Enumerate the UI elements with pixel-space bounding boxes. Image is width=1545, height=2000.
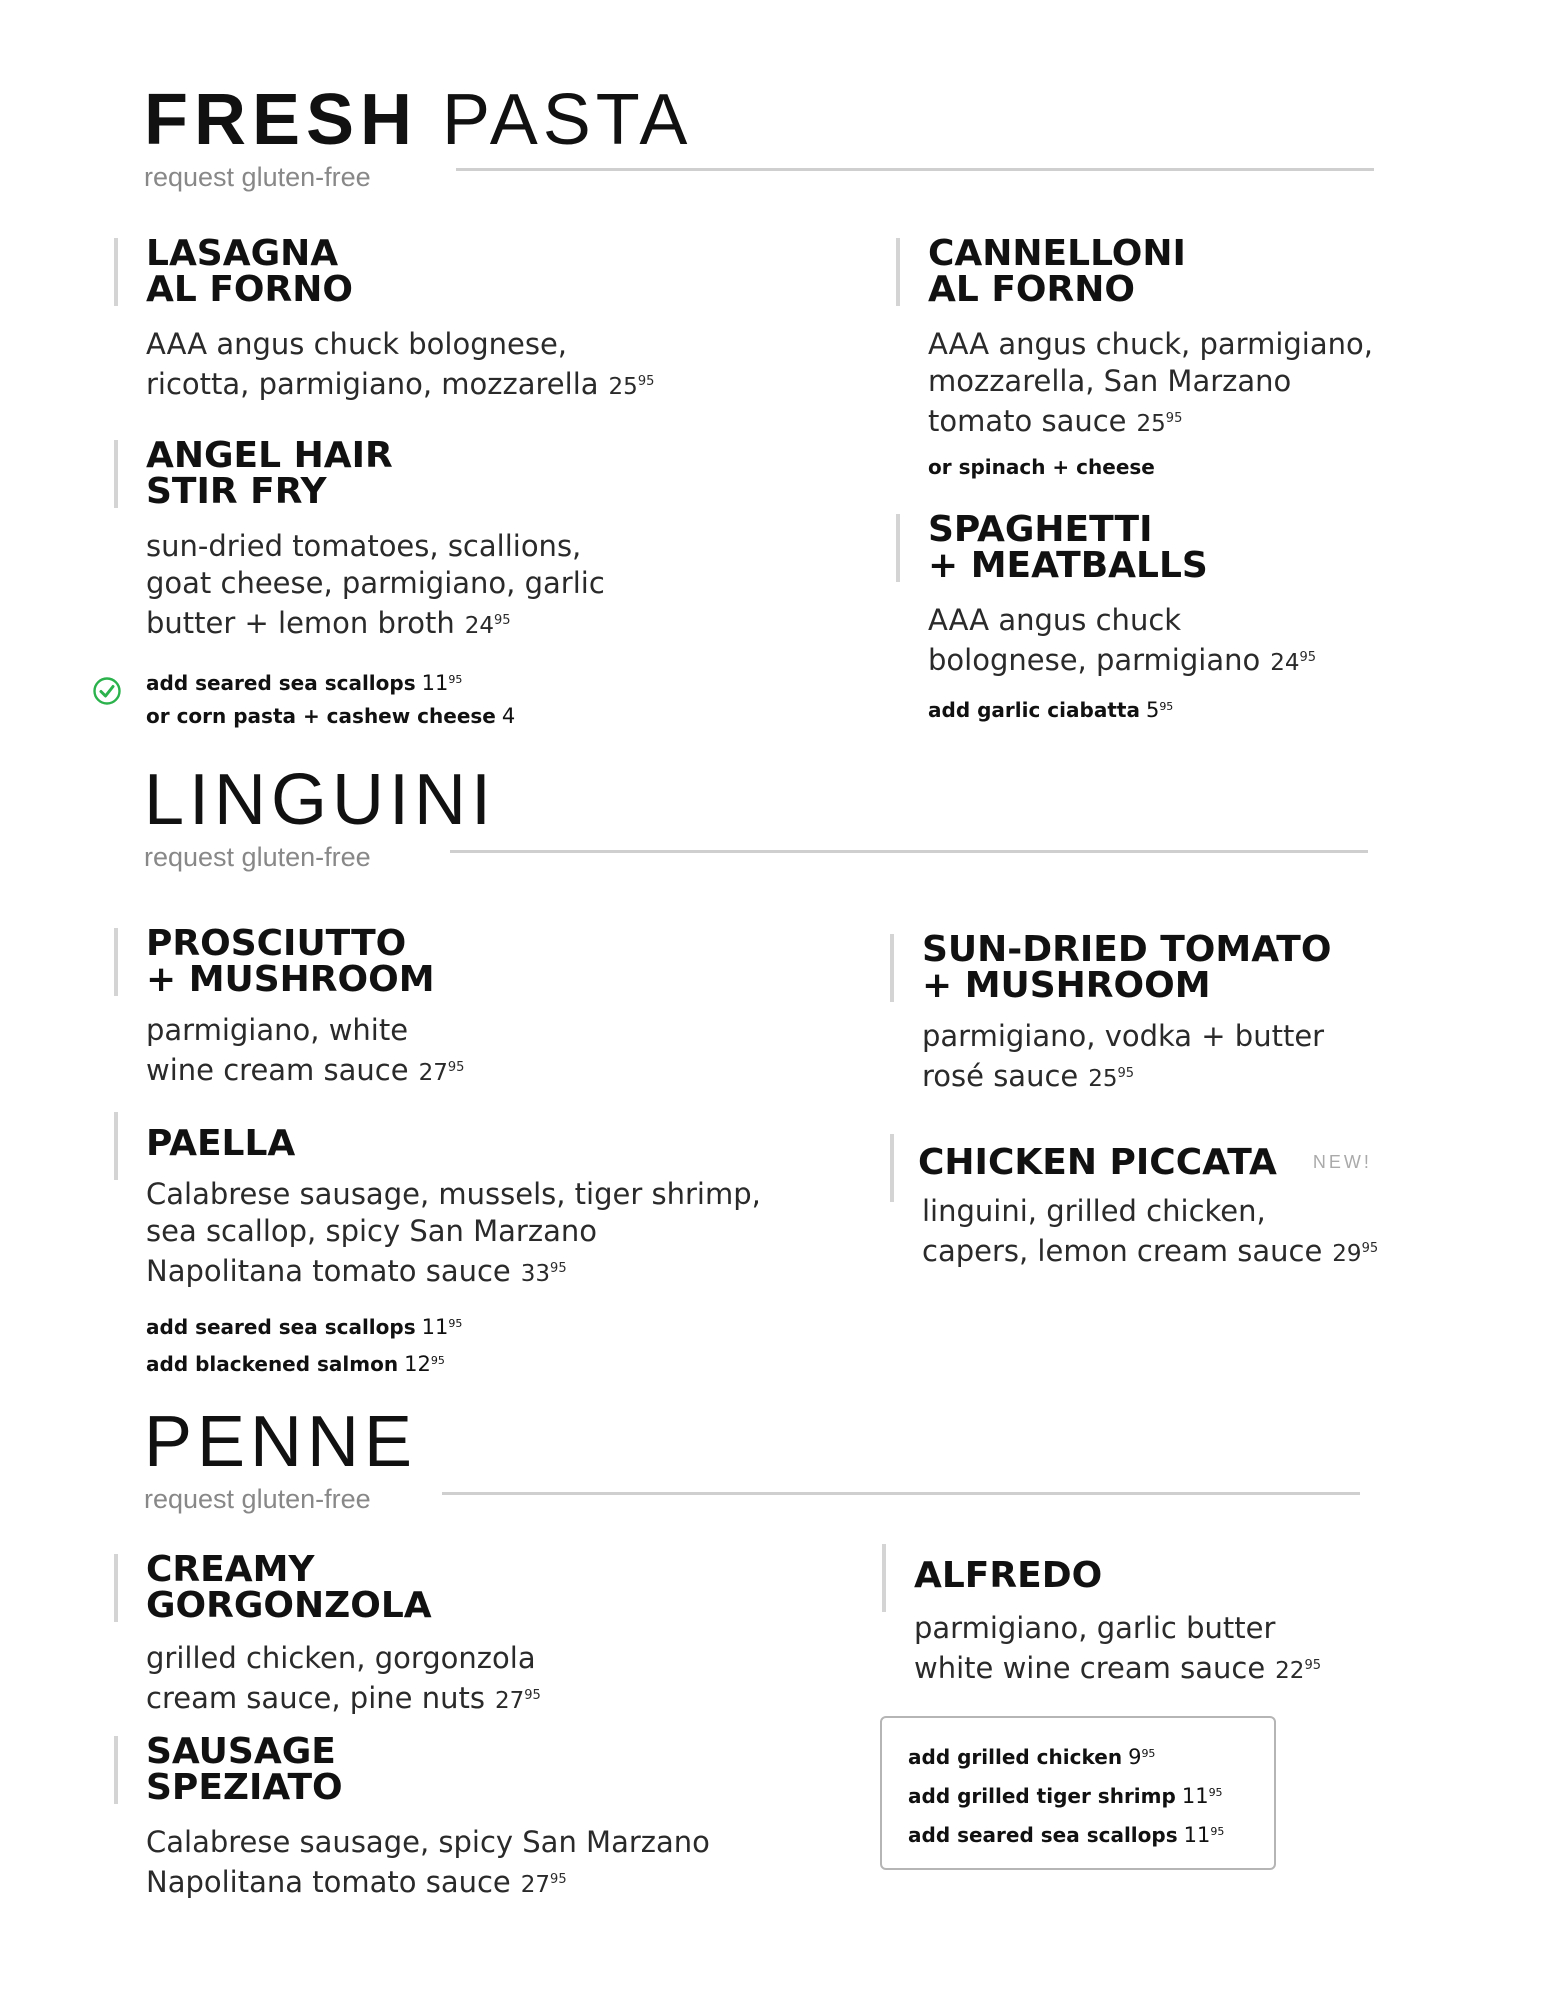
item-name-line: SAUSAGE xyxy=(146,1731,336,1772)
item-description xyxy=(928,602,1316,682)
item-name-line: ALFREDO xyxy=(914,1555,1103,1596)
item-desc-line: ricotta, parmigiano, mozzarella xyxy=(146,367,599,401)
extra-option: add seared sea scallops $11^{95}$ xyxy=(146,671,463,695)
item-description xyxy=(146,1824,710,1904)
item-name-line: GORGONZOLA xyxy=(146,1585,432,1626)
item-name xyxy=(918,1144,1378,1181)
menu-item-chicken-piccata xyxy=(918,1144,1378,1273)
item-accent-bar xyxy=(882,1544,886,1612)
menu-item-lasagna xyxy=(146,233,655,406)
item-desc-line: sun-dried tomatoes, scallions, xyxy=(146,529,582,563)
menu-item-cannelloni xyxy=(928,233,1373,484)
item-name-line: AL FORNO xyxy=(146,269,353,310)
item-description xyxy=(922,1018,1331,1098)
item-desc-line: Napolitana tomato sauce xyxy=(146,1865,511,1899)
item-price: $33^{95}$ xyxy=(520,1261,567,1287)
item-name xyxy=(146,1549,541,1626)
item-extras xyxy=(146,663,605,733)
new-badge: NEW! xyxy=(1312,1152,1372,1172)
section-title xyxy=(144,80,693,160)
item-name-line: + MEATBALLS xyxy=(928,545,1208,586)
check-circle-icon xyxy=(92,676,122,706)
item-desc-line: Calabrese sausage, mussels, tiger shrimp, xyxy=(146,1177,761,1211)
addon-option: add seared sea scallops $11^{95}$ xyxy=(908,1823,1225,1847)
item-desc-line: parmigiano, white xyxy=(146,1013,409,1047)
item-price: $24^{95}$ xyxy=(464,613,511,639)
item-desc-line: grilled chicken, gorgonzola xyxy=(146,1641,536,1675)
item-description xyxy=(146,1012,464,1092)
item-accent-bar xyxy=(114,238,118,306)
section-penne-header xyxy=(144,1402,418,1515)
item-price: $29^{95}$ xyxy=(1332,1241,1379,1267)
menu-item-angel-hair xyxy=(146,435,605,733)
section-subtitle: request gluten-free xyxy=(144,842,371,872)
item-name xyxy=(146,435,605,512)
item-desc-line: AAA angus chuck, parmigiano, xyxy=(928,327,1373,361)
menu-item-sun-dried-tomato xyxy=(922,929,1332,1098)
item-desc-line: parmigiano, garlic butter xyxy=(914,1611,1276,1645)
item-desc-line: capers, lemon cream sauce xyxy=(922,1234,1323,1268)
item-desc-line: rosé sauce xyxy=(922,1059,1079,1093)
menu-item-alfredo xyxy=(914,1555,1321,1690)
item-desc-line: mozzarella, San Marzano xyxy=(928,364,1292,398)
item-price: $25^{95}$ xyxy=(1088,1066,1135,1092)
section-title-light: PASTA xyxy=(442,80,693,160)
item-accent-bar xyxy=(114,440,118,508)
item-accent-bar xyxy=(896,238,900,306)
item-name-line: STIR FRY xyxy=(146,471,327,512)
item-description xyxy=(928,326,1373,443)
item-extras xyxy=(928,690,1316,727)
item-desc-line: white wine cream sauce xyxy=(914,1651,1266,1685)
item-price: $25^{95}$ xyxy=(1136,411,1183,437)
item-desc-line: linguini, grilled chicken, xyxy=(922,1194,1266,1228)
item-description xyxy=(914,1610,1321,1690)
item-desc-line: Napolitana tomato sauce xyxy=(146,1254,511,1288)
item-name-line: ANGEL HAIR xyxy=(146,435,393,476)
extra-option: add blackened salmon $12^{95}$ xyxy=(146,1352,445,1376)
item-accent-bar xyxy=(114,928,118,996)
item-name-line: + MUSHROOM xyxy=(146,959,435,1000)
section-subtitle: request gluten-free xyxy=(144,1484,371,1514)
item-description xyxy=(146,1640,541,1720)
item-name xyxy=(928,233,1373,310)
item-name xyxy=(146,1731,710,1808)
item-name-line: PAELLA xyxy=(146,1123,296,1164)
item-name xyxy=(914,1555,1321,1596)
item-extras xyxy=(928,451,1373,484)
extra-option: add garlic ciabatta $5^{95}$ xyxy=(928,698,1174,722)
item-price: $22^{95}$ xyxy=(1275,1658,1321,1684)
item-desc-line: cream sauce, pine nuts xyxy=(146,1681,485,1715)
extra-option: or spinach + cheese xyxy=(928,455,1155,479)
item-price: $27^{95}$ xyxy=(418,1060,465,1086)
item-name xyxy=(146,233,654,310)
menu-item-spaghetti xyxy=(928,509,1317,727)
addons-box xyxy=(880,1716,1276,1870)
item-description xyxy=(922,1193,1378,1273)
item-accent-bar xyxy=(114,1554,118,1622)
item-name xyxy=(922,929,1332,1006)
item-accent-bar xyxy=(890,934,894,1002)
item-description xyxy=(146,326,654,406)
menu-item-prosciutto xyxy=(146,923,465,1092)
menu-item-paella xyxy=(146,1123,761,1381)
item-desc-line: Calabrese sausage, spicy San Marzano xyxy=(146,1825,710,1859)
item-desc-line: AAA angus chuck bolognese, xyxy=(146,327,568,361)
section-title-bold: FRESH xyxy=(144,80,419,160)
item-accent-bar xyxy=(114,1736,118,1804)
menu-item-creamy-gorgonzola xyxy=(146,1549,541,1720)
item-desc-line: sea scallop, spicy San Marzano xyxy=(146,1214,597,1248)
item-desc-line: bolognese, parmigiano xyxy=(928,643,1261,677)
addon-option: add grilled chicken $9^{95}$ xyxy=(908,1745,1156,1769)
item-desc-line: wine cream sauce xyxy=(146,1053,409,1087)
item-name-line: + MUSHROOM xyxy=(922,965,1211,1006)
extra-option: add seared sea scallops $11^{95}$ xyxy=(146,1315,463,1339)
item-accent-bar xyxy=(114,1112,118,1180)
section-title-light: LINGUINI xyxy=(144,760,497,840)
section-divider xyxy=(442,1492,1360,1495)
item-description xyxy=(146,528,605,645)
item-name xyxy=(146,1123,761,1164)
item-price: $27^{95}$ xyxy=(520,1872,567,1898)
section-linguini-header xyxy=(144,760,497,873)
item-name-line: CREAMY xyxy=(146,1549,315,1590)
section-fresh-pasta-header xyxy=(144,80,693,193)
item-name xyxy=(146,923,464,1000)
item-desc-line: goat cheese, parmigiano, garlic xyxy=(146,566,605,600)
item-name-line: CHICKEN PICCATA xyxy=(918,1142,1277,1183)
item-name-line: SUN-DRIED TOMATO xyxy=(922,929,1332,970)
item-price: $27^{95}$ xyxy=(494,1688,541,1714)
item-price: $24^{95}$ xyxy=(1270,650,1317,676)
item-desc-line: AAA angus chuck xyxy=(928,603,1182,637)
addon-option: add grilled tiger shrimp $11^{95}$ xyxy=(908,1784,1223,1808)
item-accent-bar xyxy=(890,1134,894,1202)
item-name xyxy=(928,509,1316,586)
item-name-line: SPEZIATO xyxy=(146,1767,343,1808)
item-desc-line: tomato sauce xyxy=(928,404,1127,438)
item-desc-line: parmigiano, vodka + butter xyxy=(922,1019,1325,1053)
section-title-light: PENNE xyxy=(144,1402,418,1482)
item-description xyxy=(146,1176,761,1293)
item-name-line: AL FORNO xyxy=(928,269,1135,310)
item-name-line: SPAGHETTI xyxy=(928,509,1153,550)
section-divider xyxy=(456,168,1374,171)
section-divider xyxy=(450,850,1368,853)
section-title xyxy=(144,1402,418,1482)
menu-item-sausage-speziato xyxy=(146,1731,710,1904)
section-title xyxy=(144,760,497,840)
item-name-line: LASAGNA xyxy=(146,233,339,274)
item-price: $25^{95}$ xyxy=(608,374,655,400)
item-extras xyxy=(146,1307,761,1381)
extra-option: or corn pasta + cashew cheese 4 xyxy=(146,704,516,728)
item-accent-bar xyxy=(896,514,900,582)
item-name-line: CANNELLONI xyxy=(928,233,1186,274)
item-name-line: PROSCIUTTO xyxy=(146,923,407,964)
item-desc-line: butter + lemon broth xyxy=(146,606,455,640)
section-subtitle: request gluten-free xyxy=(144,162,371,192)
